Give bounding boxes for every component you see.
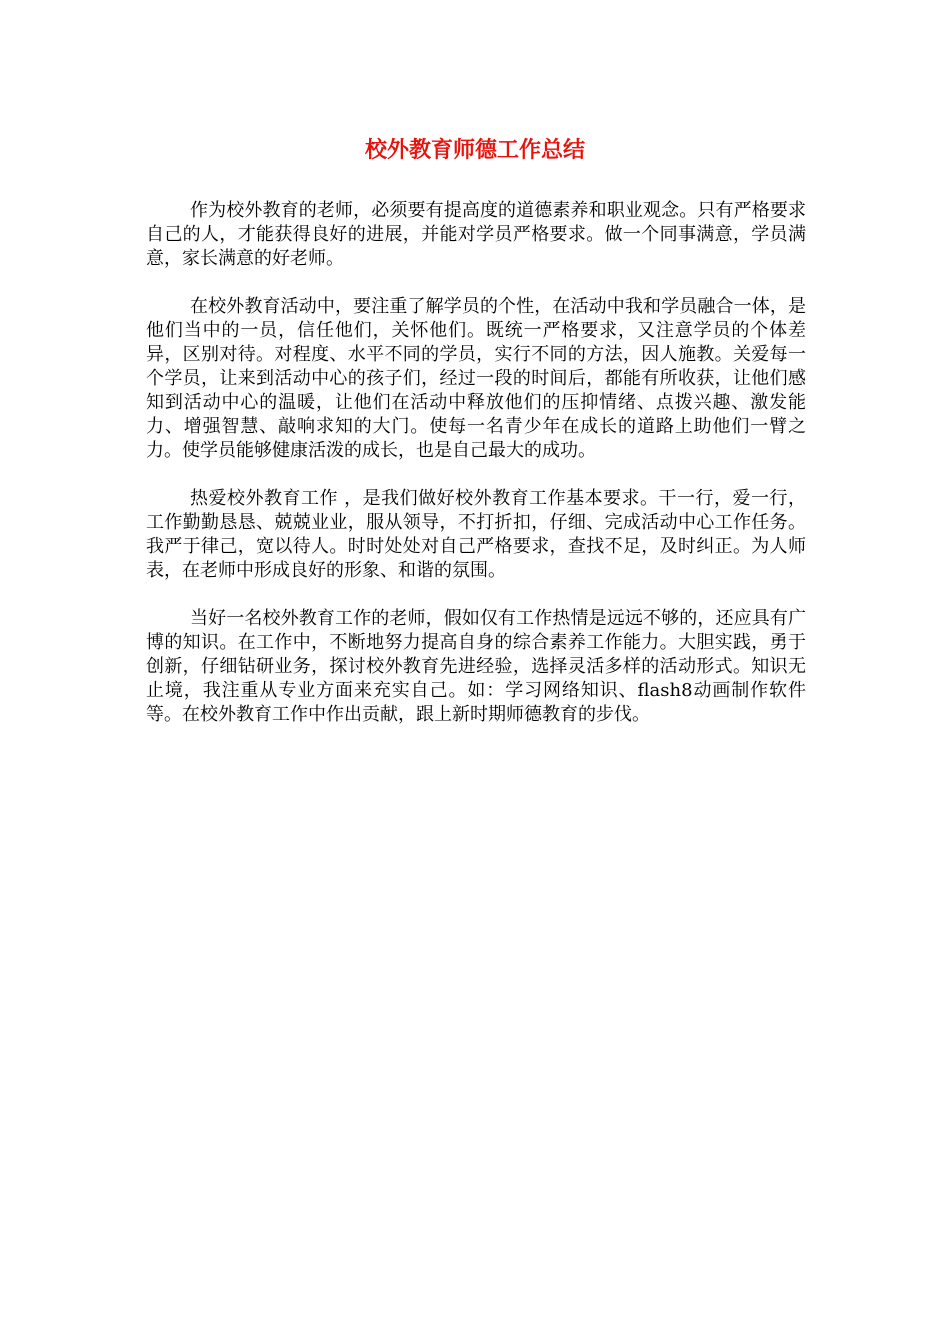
document-body	[146, 199, 806, 751]
paragraph-1: 作为校外教育的老师，必须要有提高度的道德素养和职业观念。只有严格要求自己的人，才能获得良好的进展，并能对学员严格要求。做一个同事满意，学员满意，家长满意的好老师。	[146, 200, 806, 269]
paragraph-4: 当好一名校外教育工作的老师，假如仅有工作热情是远远不够的，还应具有广博的知识。在工作中，不断地努力提高自身的综合素养工作能力。大胆实践，勇于创新，仔细钻研业务，探讨校外教育先进经验，选择灵活多样的活动形式。知识无止境，我注重从专业方面来充实自己。如：学习网络知识、flash8动画制作软件等。在校外教育工作中作出贡献，跟上新时期师德教育的步伐。	[146, 608, 806, 725]
paragraph-3: 热爱校外教育工作 ，是我们做好校外教育工作基本要求。干一行，爱一行，工作勤勤恳恳、兢兢业业，服从领导，不打折扣，仔细、完成活动中心工作任务。我严于律己，宽以待人。时时处处对自己严格要求，查找不足，及时纠正。为人师表，在老师中形成良好的形象、和谐的氛围。	[146, 488, 806, 581]
document-title: 校外教育师德工作总结	[364, 138, 585, 163]
paragraph-2: 在校外教育活动中，要注重了解学员的个性，在活动中我和学员融合一体，是他们当中的一员，信任他们，关怀他们。既统一严格要求，又注意学员的个体差异，区别对待。对程度、水平不同的学员，实行不同的方法，因人施教。关爱每一个学员，让来到活动中心的孩子们，经过一段的时间后，都能有所收获，让他们感知到活动中心的温暖，让他们在活动中释放他们的压抑情绪、点拨兴趣、激发能力、增强智慧、敲响求知的大门。使每一名青少年在成长的道路上助他们一臂之力。使学员能够健康活泼的成长，也是自己最大的成功。	[146, 296, 806, 461]
